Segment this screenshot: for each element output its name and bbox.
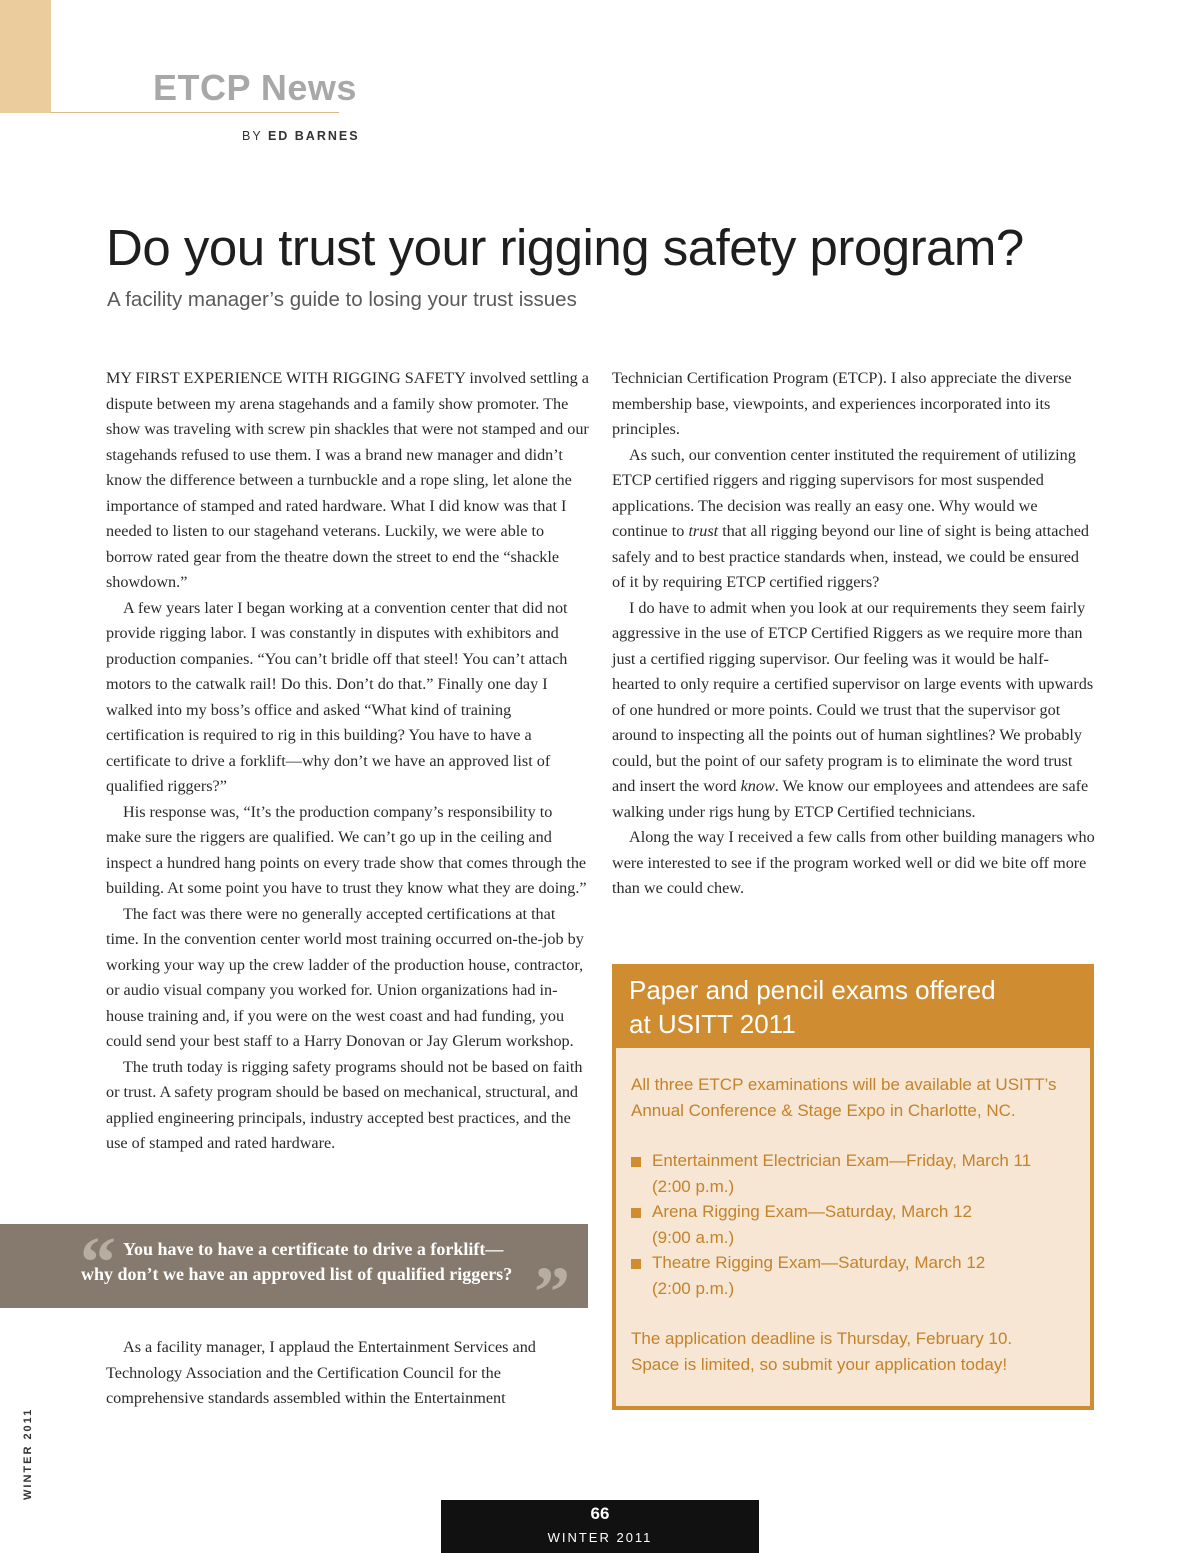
exam-time: (2:00 p.m.) [652,1176,735,1196]
emphasis: know [740,777,775,795]
author-name: ED BARNES [267,129,360,143]
deadline-line: The application deadline is Thursday, February 10. [631,1329,1013,1348]
square-bullet-icon [631,1157,641,1167]
emphasis: trust [688,522,719,540]
pull-quote-line: You have to have a certificate to drive a forklift— [123,1239,504,1259]
sidebar-header [616,968,1090,1048]
exam-name: Theatre Rigging Exam—Saturday, March 12 [652,1253,986,1272]
exam-item [631,1148,1071,1199]
corner-tab [0,0,51,113]
text-run: As such, our convention center instituted the requirement of utilizing ETCP certified riggers and rigging supervisors for most suspended applications. The decision was really an easy one. Why would we continue to [612,445,1076,540]
body-column-left-continued [106,1335,590,1412]
text-run: I do have to admit when you look at our requirements they seem fairly aggressive in the use of ETCP Certified Riggers as we require more than just a certified rigging supervisor. Our feeling was it would be half-hearted to only require a certified supervisor on large events with upwards of one hundred or more points. Could we trust that the supervisor got around to inspecting all the points out of human sightlines? We probably could, but the point of our safety program is to eliminate the word trust and insert the word [612,598,1094,795]
sidebar-title-line: at USITT 2011 [629,1009,796,1039]
close-quote-mark: ” [534,1252,570,1332]
paragraph: A few years later I began working at a convention center that did not provide rigging labor. I was constantly in disputes with exhibitors and production companies. “You can’t bridle off that steel! You can’t attach motors to the catwalk rail! Do this. Don’t do that.” Finally one day I walked into my boss’s office and asked “What kind of training certification is required to rig in this building? You have to have a certificate to drive a forklift—why don’t we have an approved list of qualified riggers?” [106,598,568,795]
section-title: ETCP News [153,67,357,108]
header-rule [51,112,339,113]
article-subtitle: A facility manager’s guide to losing your trust issues [107,288,577,311]
exam-time: (9:00 a.m.) [652,1227,735,1247]
square-bullet-icon [631,1208,641,1218]
exam-time: (2:00 p.m.) [652,1278,735,1298]
footer-issue: WINTER 2011 [547,1530,653,1545]
body-column-right [612,366,1096,902]
paragraph: As a facility manager, I applaud the Entertainment Services and Technology Association and the Certification Council for the comprehensive standards assembled within the Entertainment [106,1338,536,1407]
paragraph [612,596,1096,826]
sidebar-title-line: Paper and pencil exams offered [629,975,996,1005]
exam-sidebar [612,964,1094,1410]
exam-item [631,1250,1071,1301]
pull-quote-line: why don’t we have an approved list of qualified riggers? [81,1264,513,1284]
paragraph: The fact was there were no generally accepted certifications at that time. In the convention center world most training occurred on-the-job by working your way up the crew ladder of the production house, contractor, or audio visual company you worked for. Union organizations had in-house training and, if you were on the west coast and had funding, you could send your best staff to a Harry Donovan or Jay Glerum workshop. [106,904,584,1050]
square-bullet-icon [631,1259,641,1269]
pull-quote-text [81,1237,551,1287]
exam-name: Entertainment Electrician Exam—Friday, March 11 [652,1151,1032,1170]
paragraph: The truth today is rigging safety programs should not be based on faith or trust. A safety program should be based on mechanical, structural, and applied engineering principals, industry accepted best practices, and the use of stamped and rated hardware. [106,1057,583,1152]
paragraph: MY FIRST EXPERIENCE WITH RIGGING SAFETY involved settling a dispute between my arena stagehands and a family show promoter. The show was traveling with screw pin shackles that were not stamped and our stagehands refused to use them. I was a brand new manager and didn’t know the difference between a turnbuckle and a rope sling, let alone the importance of stamped and rated hardware. What I did know was that I needed to listen to our stagehand veterans. Luckily, we were able to borrow rated gear from the theatre down the street to end the “shackle showdown.” [106,369,589,591]
text-run: that all rigging beyond our line of sight is being attached safely and to best practice standards when, instead, we could be ensured of it by requiring ETCP certified riggers? [612,522,1090,591]
byline-prefix: BY [242,129,263,143]
sidebar-body [631,1072,1071,1377]
paragraph: Technician Certification Program (ETCP). I also appreciate the diverse membership base, viewpoints, and experiences incorporated into its principles. [612,369,1072,438]
page-number: 66 [590,1504,610,1523]
exam-list [631,1148,1071,1301]
deadline-line: Space is limited, so submit your application today! [631,1354,1008,1374]
sidebar-intro: All three ETCP examinations will be available at USITT’s Annual Conference & Stage Expo in Charlotte, NC. [631,1075,1057,1120]
exam-item [631,1199,1071,1250]
article-title: Do you trust your rigging safety program? [106,219,1024,276]
body-column-left [106,366,590,1157]
text-run: . We know our employees and attendees are safe walking under rigs hung by ETCP Certified technicians. [612,777,1089,821]
sidebar-title [629,973,1069,1041]
issue-side-label: WINTER 2011 [22,1407,34,1500]
paragraph [612,443,1096,596]
page-footer [441,1500,759,1553]
sidebar-deadline [631,1326,1071,1377]
paragraph: Along the way I received a few calls from other building managers who were interested to see if the program worked well or did we bite off more than we could chew. [612,828,1095,897]
exam-name: Arena Rigging Exam—Saturday, March 12 [652,1202,973,1221]
open-quote-mark: “ [80,1222,116,1302]
paragraph: His response was, “It’s the production company’s responsibility to make sure the riggers are qualified. We can’t go up in the ceiling and inspect a hundred hang points on every trade show that comes through the building. At some point you have to trust they know what they are doing.” [106,802,587,897]
pull-quote [0,1222,588,1332]
byline [242,127,360,145]
